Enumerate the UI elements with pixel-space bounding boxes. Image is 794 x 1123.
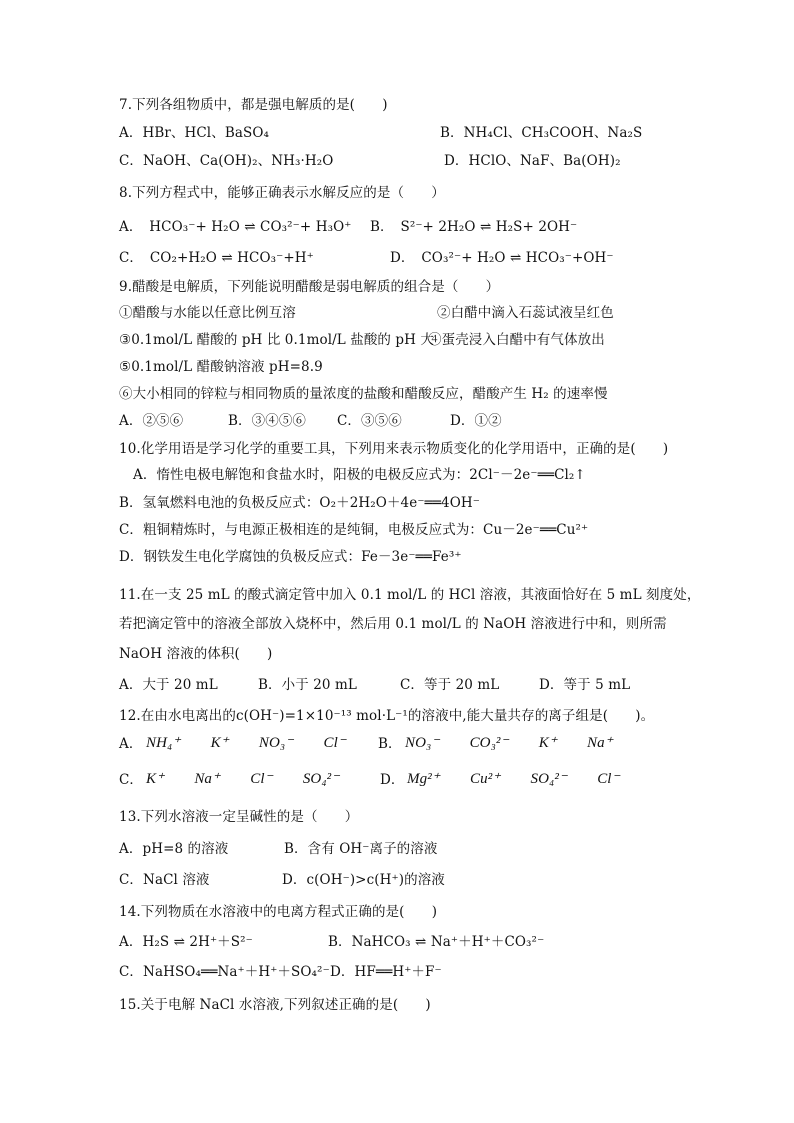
q9-option-b: B．③④⑤⑥: [228, 413, 307, 429]
q14-option-b: B．NaHCO₃ ⇌ Na⁺＋H⁺＋CO₃²⁻: [328, 934, 545, 950]
q11-option-b: B．小于 20 mL: [258, 677, 357, 693]
q14-option-c: C．NaHSO₄══Na⁺＋H⁺＋SO₄²⁻: [119, 964, 330, 980]
q8-option-b: B． S²⁻+ 2H₂O ⇌ H₂S+ 2OH⁻: [370, 219, 578, 235]
q7-option-c: C．NaOH、Ca(OH)₂、NH₃·H₂O: [119, 153, 334, 169]
q13-option-b: B．含有 OH⁻离子的溶液: [284, 841, 438, 857]
q12-stem: 12.在由水电离出的c(OH⁻)=1×10⁻¹³ mol·L⁻¹的溶液中,能大量共存的离子组是( )。: [119, 708, 655, 724]
q12-option-d-ions: Mg²⁺ Cu²⁺ SO₄²⁻ Cl⁻: [407, 771, 620, 787]
q7-option-a: A．HBr、HCl、BaSO₄: [119, 125, 270, 141]
q11-stem-line-2: 若把滴定管中的溶液全部放入烧杯中，然后用 0.1 mol/L 的 NaOH 溶液进行中和，则所需: [119, 616, 667, 632]
q13-option-c: C．NaCl 溶液: [119, 872, 210, 888]
q9-stem: 9.醋酸是电解质，下列能说明醋酸是弱电解质的组合是（ ）: [119, 279, 500, 295]
q10-option-c: C．粗铜精炼时，与电源正极相连的是纯铜，电极反应式为：Cu－2e⁻══Cu²⁺: [119, 522, 589, 538]
q12-option-a-label: A．: [119, 736, 143, 752]
q10-option-a: A．惰性电极电解饱和食盐水时，阳极的电极反应式为：2Cl⁻－2e⁻══Cl₂↑: [133, 467, 586, 483]
q9-statement-3: ③0.1mol/L 醋酸的 pH 比 0.1mol/L 盐酸的 pH 大: [119, 332, 435, 348]
q9-statement-5: ⑤0.1mol/L 醋酸钠溶液 pH=8.9: [119, 359, 323, 375]
q14-option-d: D．HF══H⁺＋F⁻: [330, 964, 442, 980]
q12-option-a-ions: NH₄⁺ K⁺ NO₃⁻ Cl⁻: [146, 735, 346, 751]
q11-stem-line-1: 11.在一支 25 mL 的酸式滴定管中加入 0.1 mol/L 的 HCl 溶液，其液面恰好在 5 mL 刻度处，: [119, 587, 701, 603]
q13-option-d: D．c(OH⁻)>c(H⁺)的溶液: [282, 872, 445, 888]
q12-option-c-label: C．: [119, 772, 144, 788]
q10-option-d: D．钢铁发生电化学腐蚀的负极反应式：Fe－3e⁻══Fe³⁺: [119, 549, 462, 565]
q10-stem: 10.化学用语是学习化学的重要工具，下列用来表示物质变化的化学用语中，正确的是( ): [119, 441, 669, 457]
q13-stem: 13.下列水溶液一定呈碱性的是（ ）: [119, 809, 359, 825]
q9-statement-2: ②白醋中滴入石蕊试液呈红色: [437, 305, 614, 321]
q9-option-d: D．①②: [450, 413, 502, 429]
q8-option-d: D． CO₃²⁻+ H₂O ⇌ HCO₃⁻+OH⁻: [390, 250, 614, 266]
q11-option-a: A．大于 20 mL: [119, 677, 218, 693]
q9-option-a: A．②⑤⑥: [119, 413, 184, 429]
q12-option-c-ions: K⁺ Na⁺ Cl⁻ SO₄²⁻: [146, 771, 340, 787]
q7-stem: 7.下列各组物质中，都是强电解质的是( ): [119, 97, 388, 113]
q12-option-b-label: B．: [378, 736, 402, 752]
q12-option-d-label: D．: [380, 772, 405, 788]
q9-statement-1: ①醋酸与水能以任意比例互溶: [119, 305, 296, 321]
q9-option-c: C．③⑤⑥: [337, 413, 402, 429]
q13-option-a: A．pH=8 的溶液: [119, 841, 229, 857]
q11-option-c: C．等于 20 mL: [400, 677, 500, 693]
q14-option-a: A．H₂S ⇌ 2H⁺＋S²⁻: [119, 934, 253, 950]
q7-option-b: B．NH₄Cl、CH₃COOH、Na₂S: [440, 125, 643, 141]
q15-stem: 15.关于电解 NaCl 水溶液,下列叙述正确的是( ): [119, 997, 431, 1013]
q8-option-a: A． HCO₃⁻+ H₂O ⇌ CO₃²⁻+ H₃O⁺: [119, 219, 352, 235]
q8-stem: 8.下列方程式中，能够正确表示水解反应的是（ ）: [119, 185, 445, 201]
q11-stem-line-3: NaOH 溶液的体积( ): [119, 646, 273, 662]
q8-option-c: C． CO₂+H₂O ⇌ HCO₃⁻+H⁺: [119, 250, 314, 266]
q10-option-b: B．氢氧燃料电池的负极反应式：O₂＋2H₂O＋4e⁻══4OH⁻: [119, 495, 480, 511]
q14-stem: 14.下列物质在水溶液中的电离方程式正确的是( ): [119, 904, 438, 920]
q7-option-d: D．HClO、NaF、Ba(OH)₂: [444, 153, 621, 169]
q11-option-d: D．等于 5 mL: [539, 677, 631, 693]
q12-option-b-ions: NO₃⁻ CO₃²⁻ K⁺ Na⁺: [405, 735, 613, 751]
q9-statement-4: ④蛋壳浸入白醋中有气体放出: [428, 332, 605, 348]
q9-statement-6: ⑥大小相同的锌粒与相同物质的量浓度的盐酸和醋酸反应，醋酸产生 H₂ 的速率慢: [119, 386, 608, 402]
